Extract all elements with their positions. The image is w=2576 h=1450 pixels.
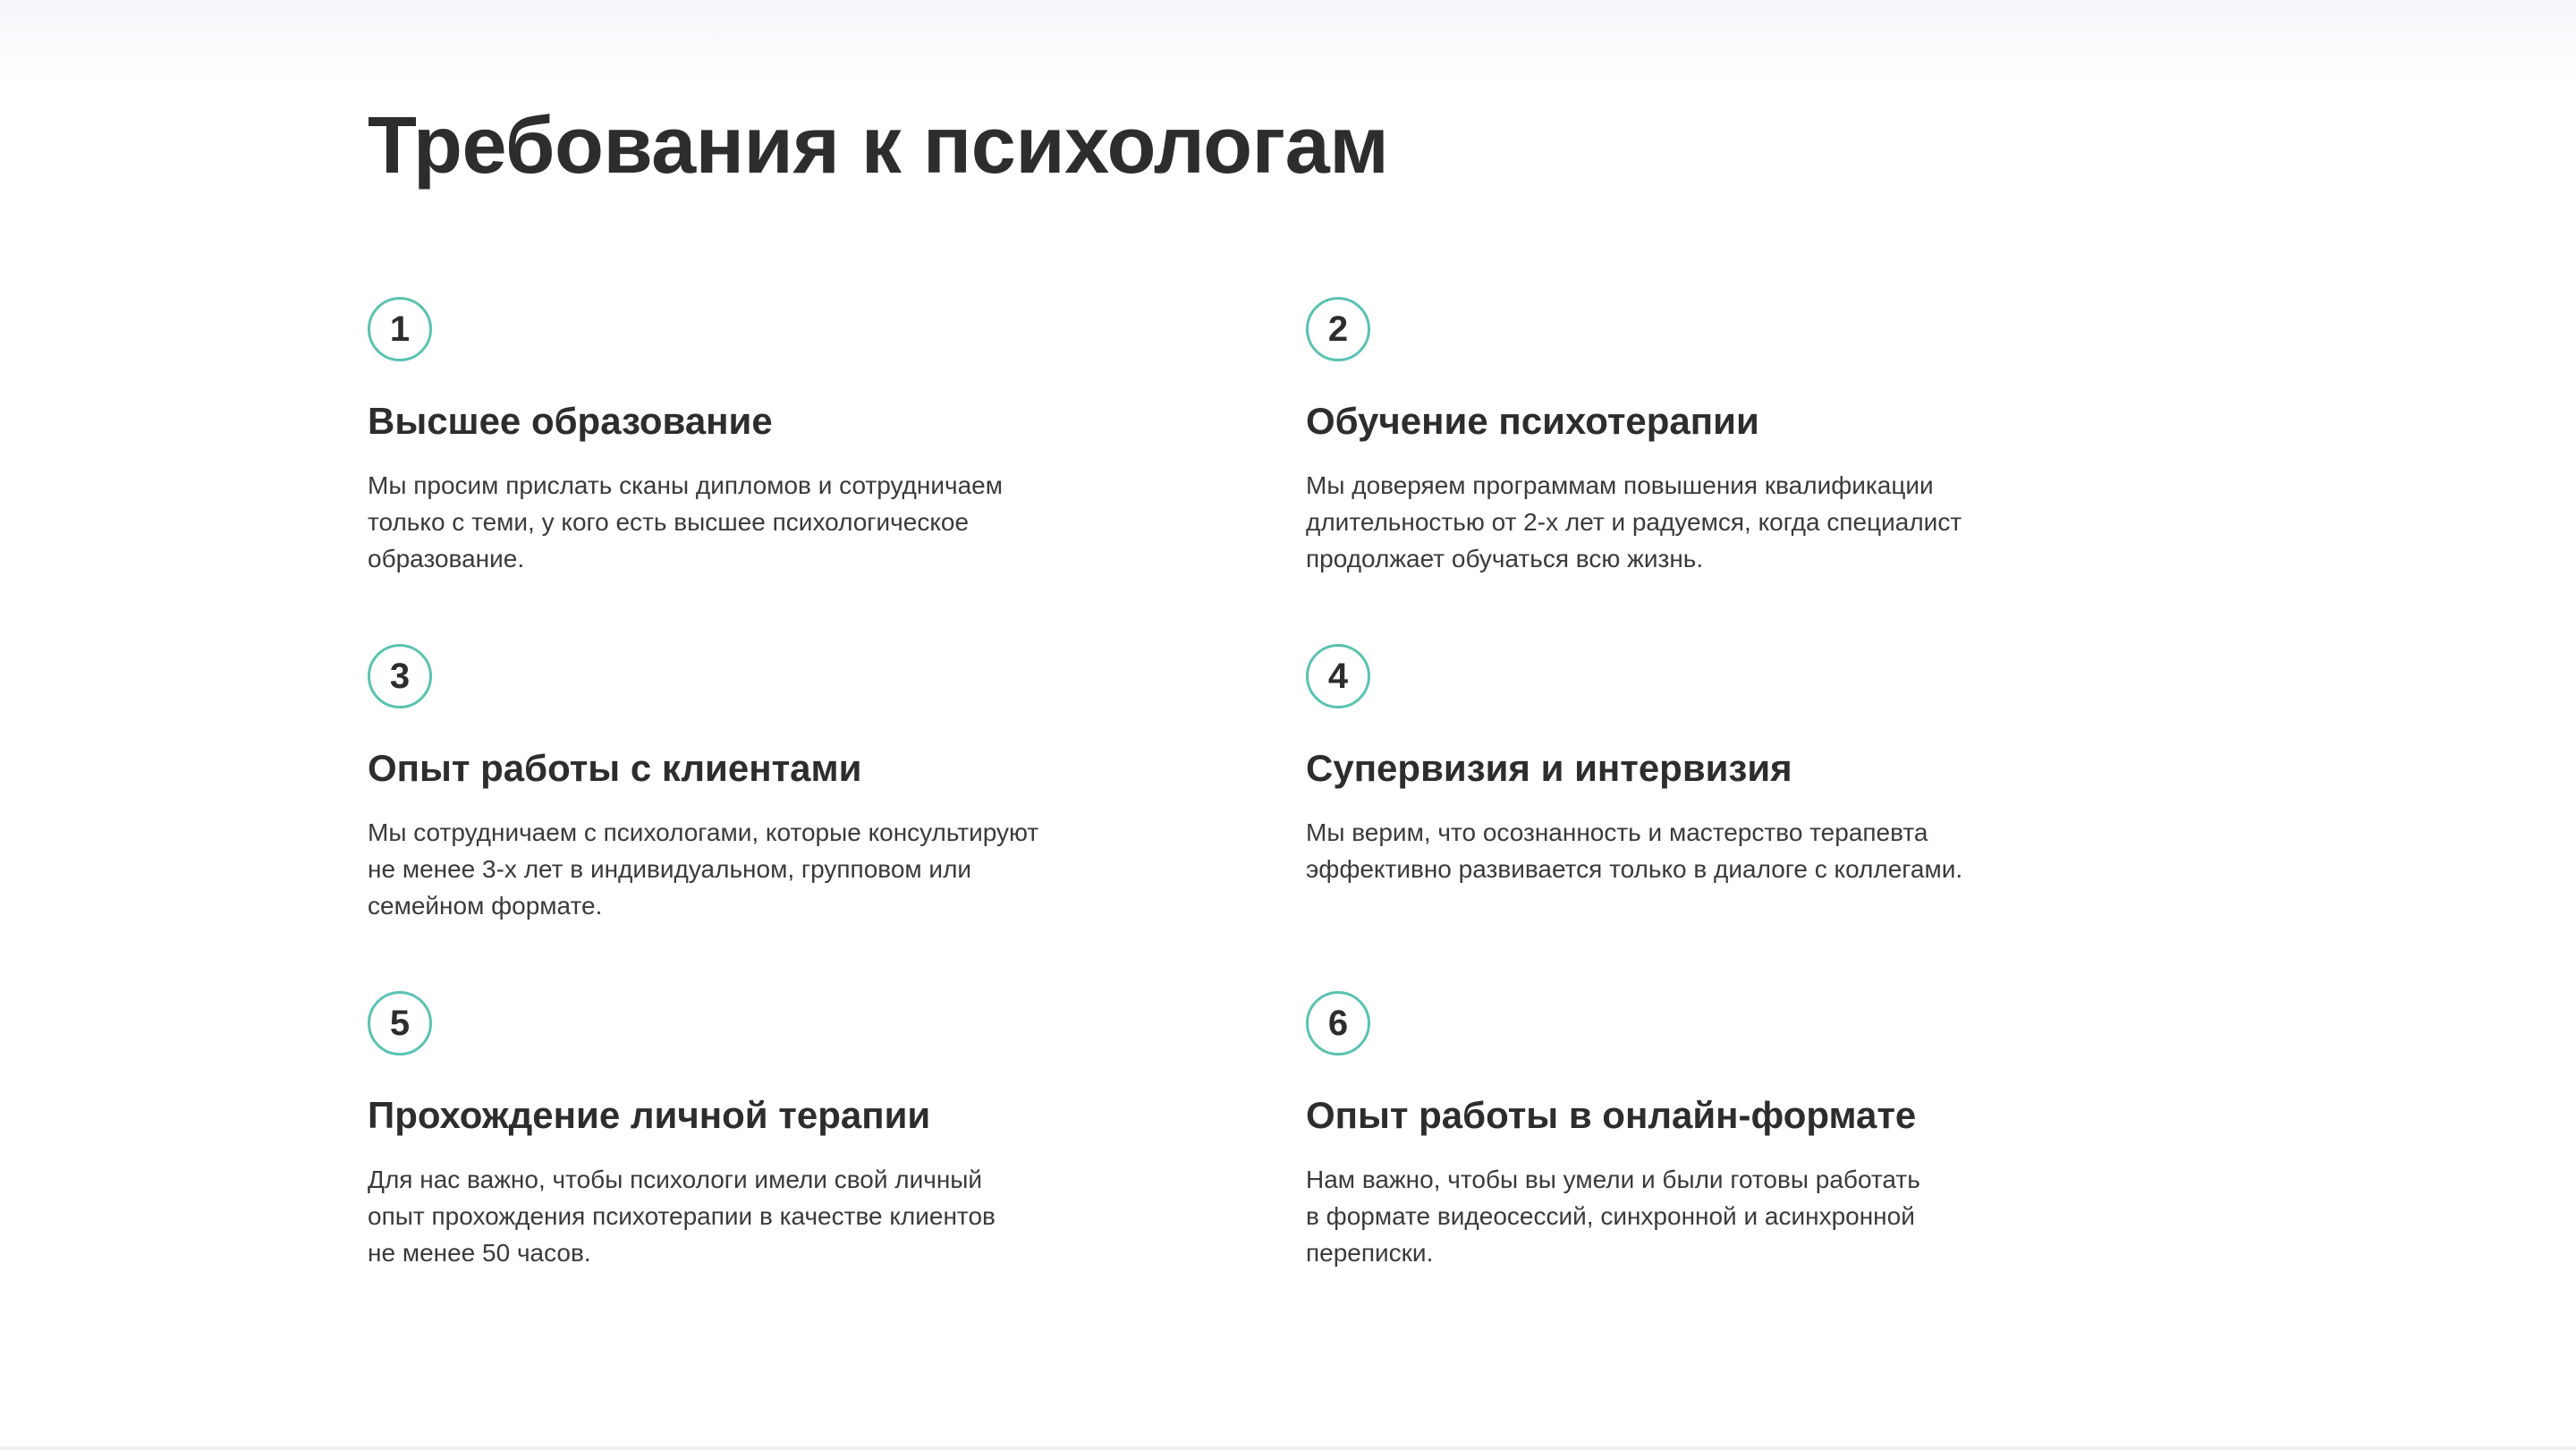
requirement-title: Супервизия и интервизия — [1306, 747, 1792, 789]
requirement-description: Мы верим, что осознанность и мастерство терапевта эффективно развивается только в диалоге с коллегами. — [1306, 818, 1963, 883]
requirement-item-5 — [368, 991, 1306, 1338]
requirement-item-4 — [1306, 644, 2111, 991]
requirement-title: Обучение психотерапии — [1306, 400, 1759, 442]
requirement-item-6 — [1306, 991, 2111, 1338]
requirement-item-2 — [1306, 297, 2111, 644]
requirement-title: Опыт работы с клиентами — [368, 747, 862, 789]
requirements-grid — [368, 297, 2157, 1338]
requirement-description: Мы сотрудничаем с психологами, которые консультируют не менее 3-х лет в индивидуальном, групповом или семейном формате. — [368, 818, 1039, 920]
requirement-title: Прохождение личной терапии — [368, 1094, 931, 1136]
requirement-item-1 — [368, 297, 1306, 644]
header-strip — [0, 0, 2576, 82]
requirement-description: Нам важно, чтобы вы умели и были готовы работать в формате видеосессий, синхронной и асинхронной переписки. — [1306, 1166, 1920, 1267]
number-badge: 4 — [1306, 644, 1370, 708]
number-badge: 5 — [368, 991, 432, 1056]
number-badge: 6 — [1306, 991, 1370, 1056]
page-title: Требования к психологам — [368, 101, 1389, 191]
number-badge: 1 — [368, 297, 432, 361]
number-badge: 3 — [368, 644, 432, 708]
requirements-section — [368, 97, 2157, 1267]
requirement-item-3 — [368, 644, 1306, 991]
number-badge: 2 — [1306, 297, 1370, 361]
requirement-title: Высшее образование — [368, 400, 773, 442]
requirement-description: Для нас важно, чтобы психологи имели свой личный опыт прохождения психотерапии в качестве клиентов не менее 50 часов. — [368, 1166, 996, 1267]
requirement-description: Мы доверяем программам повышения квалификации длительностью от 2-х лет и радуемся, когда специалист продолжает обучаться всю жизнь. — [1306, 471, 1962, 572]
requirement-description: Мы просим прислать сканы дипломов и сотрудничаем только с теми, у кого есть высшее психологическое образование. — [368, 471, 1003, 572]
footer-divider — [0, 1446, 2576, 1450]
requirement-title: Опыт работы в онлайн-формате — [1306, 1094, 1917, 1136]
